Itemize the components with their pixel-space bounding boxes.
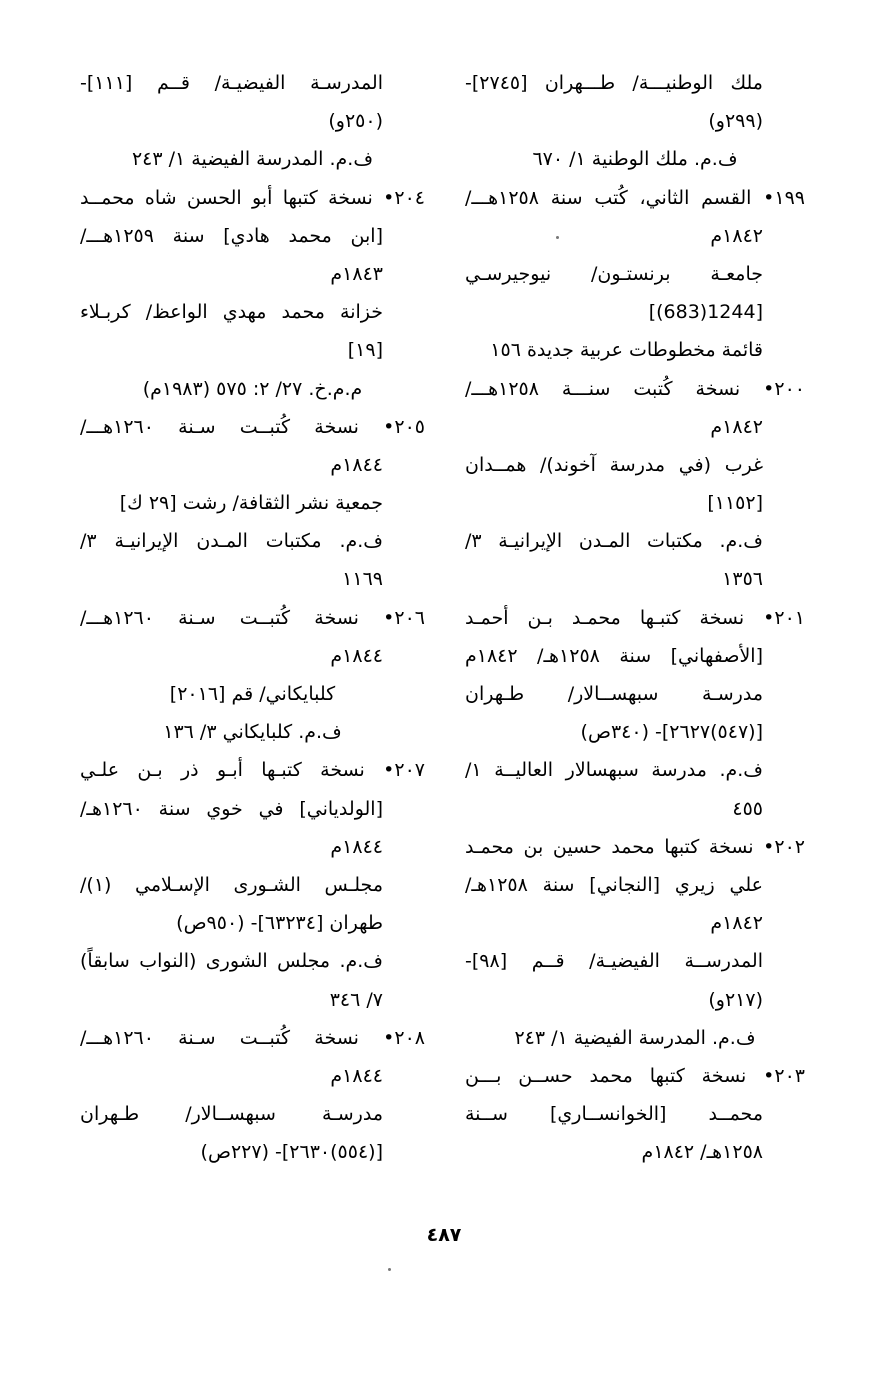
scan-speck <box>388 1268 391 1271</box>
entry-heading-line: ٢٠٣• نسخة كتبها محمد حســن بـــن <box>465 1064 805 1087</box>
entry-detail-line: ١٨٤٢م <box>710 415 763 438</box>
entry-detail-line: ١٨٤٤م <box>330 453 383 476</box>
entry-detail-line: [1244(683)] <box>648 301 763 324</box>
right-column <box>465 64 805 1171</box>
entry-detail-line: ١٨٤٤م <box>330 835 383 858</box>
entry-detail-line: ٤٥٥ <box>732 797 763 820</box>
entry-heading-line: ٢٠٥• نسخة كُتبــت سـنة ١٢٦٠هـــ/ <box>80 415 425 438</box>
entry-detail-line: المدرســة الفيضيـة/ قــم [٩٨]- <box>465 950 763 973</box>
entry-detail-line: ف.م. مكتبات المـدن الإيرانيـة ٣/ <box>80 530 383 553</box>
entry-detail-line: [ابن محمد هادي] سنة ١٢٥٩هـــ/ <box>80 224 383 247</box>
entry-detail-line: ف.م. مكتبات المـدن الإيرانيـة ٣/ <box>465 530 763 553</box>
entry-heading-line: ٢٠٧• نسخة كتبـها أبـو ذر بـن علـي <box>80 759 425 782</box>
entry-detail-line: ف.م. كلبايكاني ٣/ ١٣٦ <box>163 721 342 744</box>
entry-detail-line: ١٨٤٢م <box>710 224 763 247</box>
entry-detail-line: محمــد [الخوانســاري] ســنة <box>465 1103 763 1126</box>
entry-detail-line: غرب (في مدرسة آخوند)/ همــدان <box>465 453 763 476</box>
entry-detail-line: ١٢٥٨هـ/ ١٨٤٢م <box>641 1141 763 1164</box>
entry-heading-line: ٢٠٢• نسخة كتبها محمد حسين بن محمـد <box>465 835 805 858</box>
entry-detail-line: ١٣٥٦ <box>722 568 763 591</box>
entry-detail-line: ف.م. مدرسة سبهسالار العاليــة ١/ <box>465 759 763 782</box>
entry-detail-line: كلبايكاني/ قم [٢٠١٦] <box>169 683 336 705</box>
entry-detail-line: قائمة مخطوطات عربية جديدة ١٥٦ <box>490 339 763 362</box>
entry-heading-line: ٢٠٨• نسخة كُتبــت سـنة ١٢٦٠هـــ/ <box>80 1026 425 1049</box>
entry-detail-line: [الولدياني] في خوي سنة ١٢٦٠هـ/ <box>80 797 383 820</box>
entry-detail-line: (٢٥٠و) <box>328 110 383 133</box>
page-number: ٤٨٧ <box>426 1224 462 1246</box>
entry-detail-line: ١٨٤٤م <box>330 1064 383 1087</box>
entry-detail-line: ١٨٤٤م <box>330 644 383 667</box>
entry-detail-line: [(٥٥٤)٢٦٣٠]- (٢٢٧ص) <box>200 1141 383 1164</box>
entry-detail-line: (٢١٧و) <box>708 988 763 1011</box>
entry-detail-line: ملك الوطنيـــة/ طـــهران [٢٧٤٥]- <box>465 72 763 94</box>
entry-detail-line: م.م.خ. ٢٧/ ٢: ٥٧٥ (١٩٨٣م) <box>142 377 363 400</box>
entry-detail-line: مجلـس الشـورى الإسـلامي (١)/ <box>80 873 383 896</box>
entry-heading-line: ٢٠٤• نسخة كتبها أبو الحسن شاه محمــد <box>80 186 425 209</box>
entry-detail-line: ف.م. المدرسة الفيضية ١/ ٢٤٣ <box>131 148 374 171</box>
entry-detail-line: ١١٦٩ <box>342 568 383 591</box>
entry-heading-line: ٢٠٠• نسخة كُتبت سنـــة ١٢٥٨هـــ/ <box>465 377 805 400</box>
entry-detail-line: ١٨٤٢م <box>710 912 763 935</box>
entry-detail-line: مدرسـة سبهســالار/ طـهران <box>80 1103 383 1126</box>
entry-detail-line: [(٥٤٧)٢٦٢٧]- (٣٤٠ص) <box>580 721 763 744</box>
entry-detail-line: مدرسـة سبهســالار/ طـهران <box>465 683 763 705</box>
left-column <box>80 64 425 1171</box>
entry-detail-line: [١١٥٢] <box>707 492 763 515</box>
entry-detail-line: (٢٩٩و) <box>708 110 763 133</box>
entry-heading-line: ١٩٩• القسم الثاني، كُتب سنة ١٢٥٨هـــ/ <box>465 186 805 209</box>
scan-speck <box>556 236 559 239</box>
entry-detail-line: جمعية نشر الثقافة/ رشت [٢٩ ك] <box>119 492 383 515</box>
entry-detail-line: [١٩] <box>347 339 383 362</box>
entry-detail-line: المدرسـة الفيضيـة/ قــم [١١١]- <box>80 72 383 94</box>
entry-detail-line: ف.م. مجلس الشورى (النواب سابقاً) <box>80 950 383 973</box>
entry-detail-line: طهران [٦٣٢٣٤]- (٩٥٠ص) <box>176 912 383 935</box>
entry-detail-line: جامعـة برنستـون/ نيوجيرسـي <box>465 262 763 285</box>
entry-heading-line: ٢٠٦• نسخة كُتبــت سـنة ١٢٦٠هـــ/ <box>80 606 425 629</box>
entry-heading-line: ٢٠١• نسخة كتبـها محمـد بـن أحمـد <box>465 606 805 629</box>
entry-detail-line: ف.م. المدرسة الفيضية ١/ ٢٤٣ <box>514 1026 756 1049</box>
entry-detail-line: ١٨٤٣م <box>330 262 383 285</box>
entry-detail-line: [الأصفهاني] سنة ١٢٥٨هـ/ ١٨٤٢م <box>465 644 763 667</box>
entry-detail-line: خزانة محمد مهدي الواعظ/ كربـلاء <box>80 301 383 324</box>
entry-detail-line: علي زيري [النجاني] سنة ١٢٥٨هـ/ <box>465 873 763 896</box>
entry-detail-line: ف.م. ملك الوطنية ١/ ٦٧٠ <box>532 148 738 171</box>
entry-detail-line: ٧/ ٣٤٦ <box>329 988 383 1011</box>
